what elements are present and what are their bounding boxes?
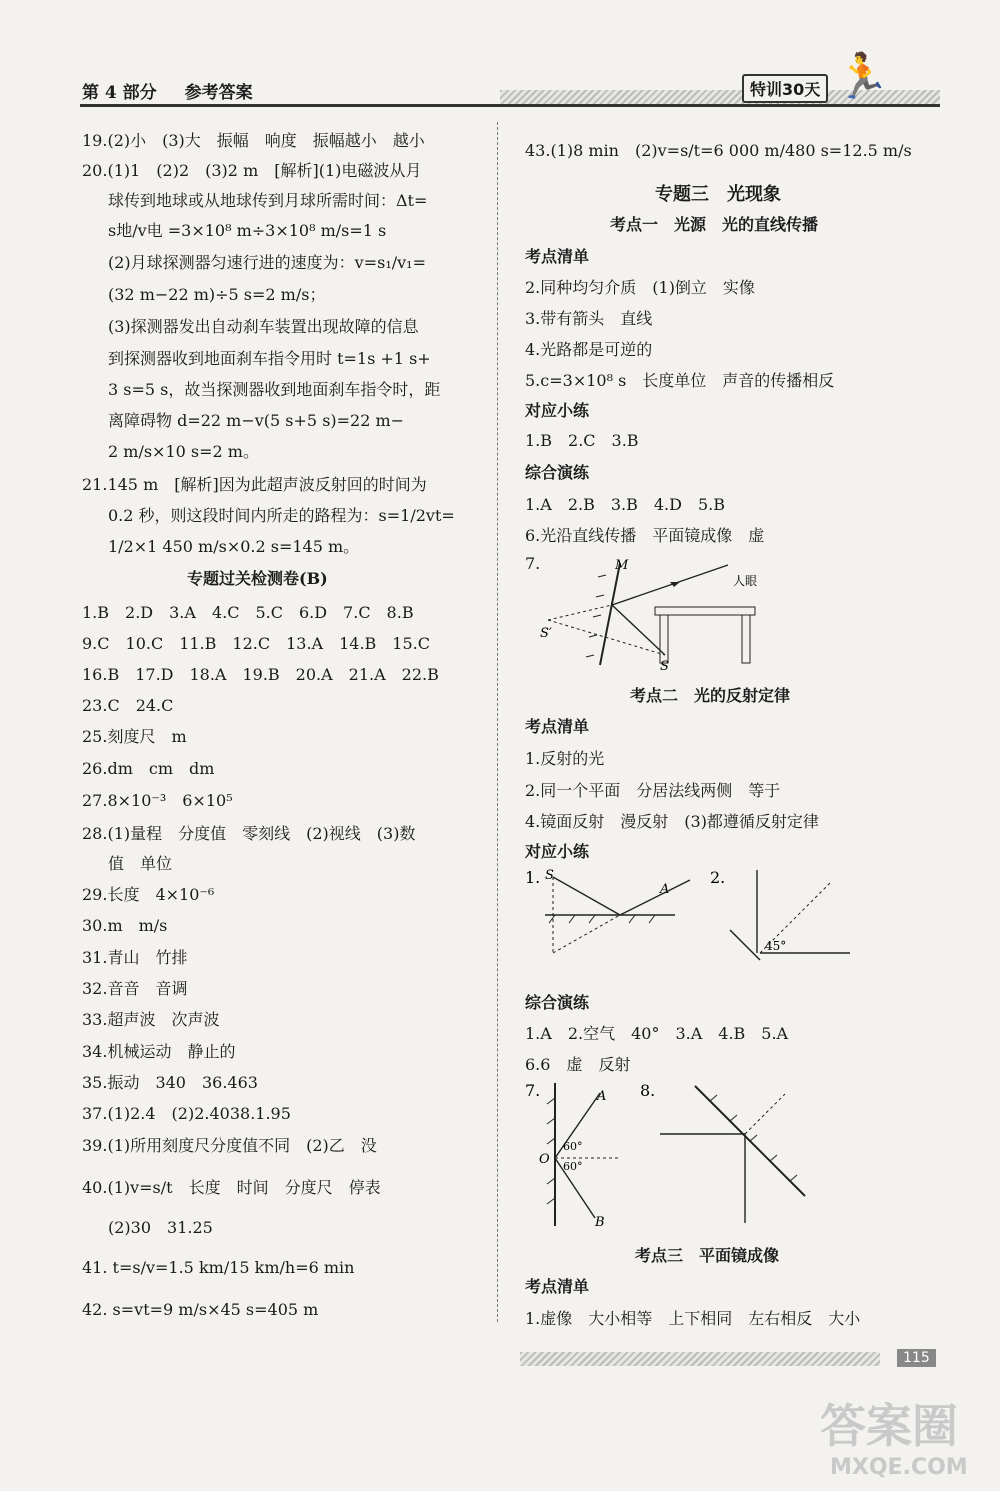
answer-line: 4.光路都是可逆的 <box>525 340 653 359</box>
label-q1: 1. <box>525 868 541 887</box>
label-m: M <box>615 558 629 573</box>
answer-line: 值 单位 <box>108 854 173 873</box>
answer-line: 9.C 10.C 11.B 12.C 13.A 14.B 15.C <box>82 634 430 653</box>
answer-line: 球传到地球或从地球传到月球所需时间：Δt= <box>108 191 428 210</box>
answer-line: 25.刻度尺 m <box>82 727 187 746</box>
answer-line: 到探测器收到地面刹车指令用时 t=1s +1 s+ <box>108 349 431 368</box>
answer-line: (3)探测器发出自动刹车装置出现故障的信息 <box>108 317 419 336</box>
sub-heading: 综合演练 <box>525 993 590 1012</box>
answer-line: 2.同一个平面 分居法线两侧 等于 <box>525 781 781 800</box>
answer-line: 3 s=5 s，故当探测器收到地面刹车指令时，距 <box>108 380 441 399</box>
series-badge: 特训30天 <box>742 74 828 103</box>
topic-heading: 专题三 光现象 <box>655 184 781 205</box>
answer-line: 5.c=3×10⁸ s 长度单位 声音的传播相反 <box>525 371 835 390</box>
label-b: B <box>595 1215 605 1228</box>
answer-line: 28.(1)量程 分度值 零刻线 (2)视线 (3)数 <box>82 824 416 843</box>
label-q7: 7. <box>525 1081 541 1100</box>
answer-line: 1.B 2.D 3.A 4.C 5.C 6.D 7.C 8.B <box>82 603 414 622</box>
answer-line: 1.A 2.B 3.B 4.D 5.B <box>525 495 725 514</box>
answer-line: 16.B 17.D 18.A 19.B 20.A 21.A 22.B <box>82 665 439 684</box>
label-angle-1: 60° <box>563 1140 583 1153</box>
part-label: 第 4 部分 <box>82 83 157 103</box>
label-q2: 2. <box>710 868 726 887</box>
watermark-url: MXQE.COM <box>830 1455 968 1480</box>
watermark-logo: 答案圈 <box>820 1399 958 1453</box>
answer-line: 35.振动 340 36.463 <box>82 1073 258 1092</box>
sub-heading: 对应小练 <box>525 842 590 861</box>
answer-line: 31.青山 竹排 <box>82 948 188 967</box>
answer-line: 3.带有箭头 直线 <box>525 309 653 328</box>
sub-heading: 综合演练 <box>525 463 590 482</box>
label-a: A <box>660 882 670 897</box>
answer-line: (2)月球探测器匀速行进的速度为：v=s₁/v₁= <box>108 253 426 272</box>
answer-line: (2)30 31.25 <box>108 1218 213 1237</box>
page-number: 115 <box>897 1349 936 1367</box>
reflection-diagram-1 <box>525 865 855 975</box>
footer-band <box>520 1352 880 1366</box>
label-s-prime: S′ <box>540 626 552 641</box>
answer-line: 32.音音 音调 <box>82 979 188 998</box>
answer-line: (32 m−22 m)÷5 s=2 m/s； <box>108 285 326 304</box>
answer-line: 29.长度 4×10⁻⁶ <box>82 885 215 904</box>
sub-heading: 考点清单 <box>525 717 590 736</box>
left-column <box>82 0 492 1340</box>
answer-line: 40.(1)v=s/t 长度 时间 分度尺 停表 <box>82 1178 381 1197</box>
sub-heading: 考点清单 <box>525 1277 590 1296</box>
answer-line: 42. s=vt=9 m/s×45 s=405 m <box>82 1300 319 1319</box>
answer-line: 7. <box>525 554 541 573</box>
light-path-diagram <box>540 555 780 680</box>
answer-line: 2 m/s×10 s=2 m。 <box>108 442 259 461</box>
answer-line: 6.光沿直线传播 平面镜成像 虚 <box>525 526 765 545</box>
label-s: S <box>660 659 669 674</box>
answer-line: 39.(1)所用刻度尺分度值不同 (2)乙 没 <box>82 1136 377 1155</box>
answer-line: 20.(1)1 (2)2 (3)2 m [解析](1)电磁波从月 <box>82 161 422 180</box>
column-divider <box>497 122 498 1322</box>
answer-line: 26.dm cm dm <box>82 759 215 778</box>
answer-line: 6.6 虚 反射 <box>525 1055 631 1074</box>
answer-line: 43.(1)8 min (2)v=s/t=6 000 m/480 s=12.5 m/s <box>525 141 912 160</box>
section-heading: 专题过关检测卷(B) <box>187 569 328 588</box>
label-o: O <box>539 1152 550 1167</box>
answer-line: 0.2 秒，则这段时间内所走的路程为：s=1/2vt= <box>108 506 455 525</box>
answer-line: s地/v电 =3×10⁸ m÷3×10⁸ m/s=1 s <box>108 221 387 240</box>
right-column <box>525 0 945 1340</box>
answer-line: 2.同种均匀介质 (1)倒立 实像 <box>525 278 755 297</box>
answer-line: 21.145 m [解析]因为此超声波反射回的时间为 <box>82 475 427 494</box>
label-s: S <box>545 868 554 883</box>
answer-line: 19.(2)小 (3)大 振幅 响度 振幅越小 越小 <box>82 131 425 150</box>
answer-line: 1.A 2.空气 40° 3.A 4.B 5.A <box>525 1024 789 1043</box>
runner-icon: 🏃 <box>835 51 890 102</box>
answer-line: 34.机械运动 静止的 <box>82 1042 236 1061</box>
label-a: A <box>597 1089 607 1104</box>
answer-line: 1/2×1 450 m/s×0.2 s=145 m。 <box>108 537 360 556</box>
label-angle: 45° <box>765 939 787 953</box>
section-heading: 考点三 平面镜成像 <box>635 1246 780 1265</box>
answer-line: 33.超声波 次声波 <box>82 1010 220 1029</box>
label-q8: 8. <box>640 1081 656 1100</box>
answer-line: 30.m m/s <box>82 916 168 935</box>
answer-line: 23.C 24.C <box>82 696 174 715</box>
section-heading: 考点二 光的反射定律 <box>630 686 791 705</box>
answer-line: 1.B 2.C 3.B <box>525 431 639 450</box>
answer-line: 1.反射的光 <box>525 749 605 768</box>
label-angle-2: 60° <box>563 1160 583 1173</box>
sub-heading: 对应小练 <box>525 401 590 420</box>
sub-heading: 考点清单 <box>525 247 590 266</box>
answer-line: 离障碍物 d=22 m−v(5 s+5 s)=22 m− <box>108 411 405 430</box>
answer-line: 37.(1)2.4 (2)2.4038.1.95 <box>82 1104 291 1123</box>
label-eye: 人眼 <box>733 574 758 588</box>
answer-line: 27.8×10⁻³ 6×10⁵ <box>82 791 233 810</box>
answer-line: 41. t=s/v=1.5 km/15 km/h=6 min <box>82 1258 355 1277</box>
page-title: 参考答案 <box>184 83 253 103</box>
reflection-diagram-7-8 <box>525 1078 815 1228</box>
answer-line: 4.镜面反射 漫反射 (3)都遵循反射定律 <box>525 812 819 831</box>
section-heading: 考点一 光源 光的直线传播 <box>610 215 819 234</box>
answer-line: 1.虚像 大小相等 上下相同 左右相反 大小 <box>525 1309 861 1328</box>
